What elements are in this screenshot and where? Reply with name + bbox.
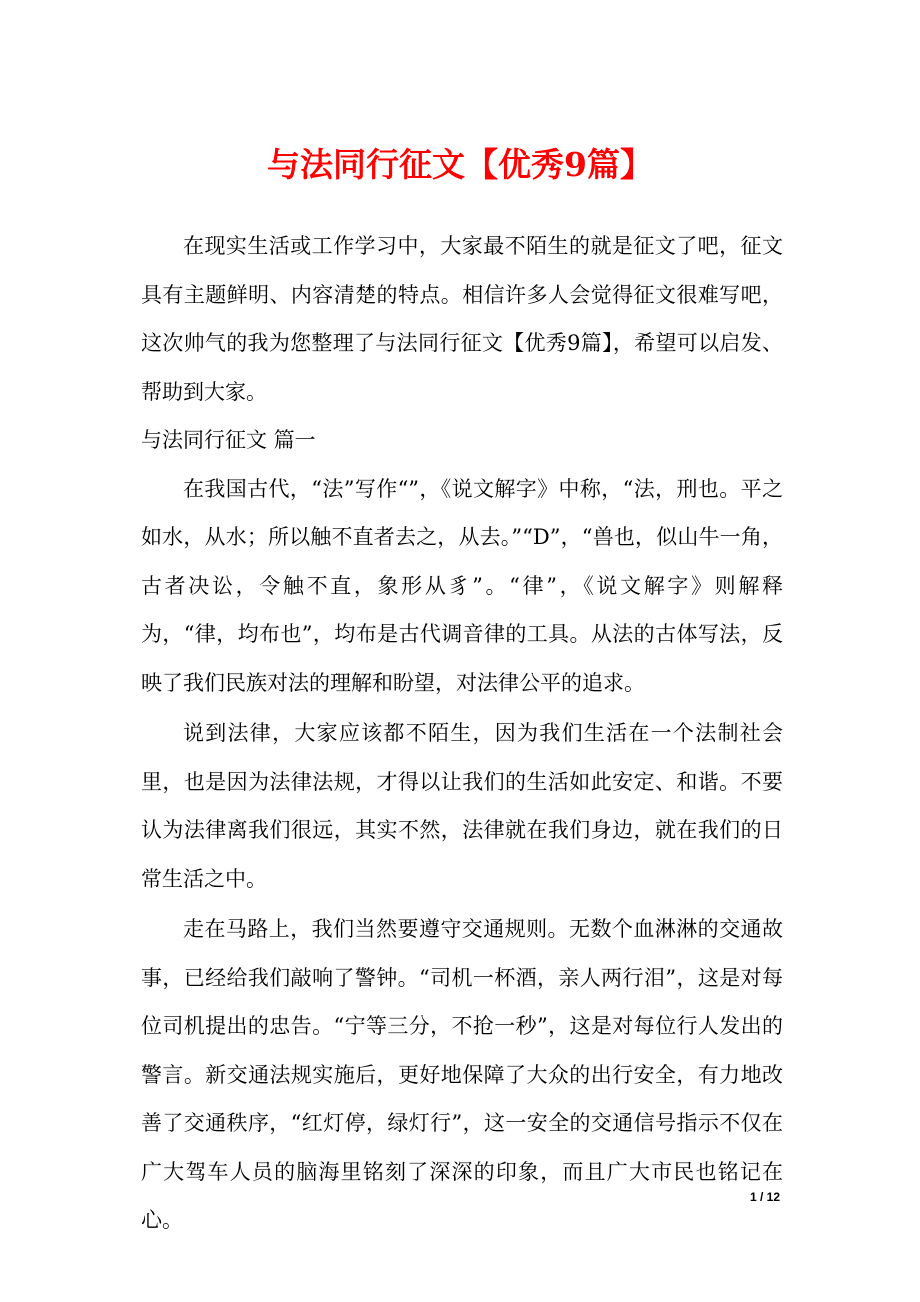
body-paragraph-2: 说到法律，大家应该都不陌生，因为我们生活在一个法制社会里，也是因为法律法规，才得以让我们的生活如此安定、和谐。不要认为法律离我们很远，其实不然，法律就在我们身边，就在我们的日常生活之中。	[141, 721, 783, 891]
body-paragraph-1: 在我国古代，“法”写作“”，《说文解字》中称，“法，刑也。平之如水，从水；所以触不直者去之，从去。”“D”，“兽也，似山牛一角，古者决讼，令触不直，象形从豸”。“律”，《说文解字》则解释为，“律，均布也”，均布是古代调音律的工具。从法的古体写法，反映了我们民族对法的理解和盼望，对法律公平的追求。	[141, 476, 783, 695]
body-paragraph-3: 走在马路上，我们当然要遵守交通规则。无数个血淋淋的交通故事，已经给我们敲响了警钟。“司机一杯酒，亲人两行泪”，这是对每位司机提出的忠告。“宁等三分，不抢一秒”，这是对每位行人发出的警言。新交通法规实施后，更好地保障了大众的出行安全，有力地改善了交通秩序，“红灯停，绿灯行”，这一安全的交通信号指示不仅在广大驾车人员的脑海里铭刻了深深的印象，而且广大市民也铭记在心。	[141, 917, 783, 1232]
intro-paragraph: 在现实生活或工作学习中，大家最不陌生的就是征文了吧，征文具有主题鲜明、内容清楚的特点。相信许多人会觉得征文很难写吧，这次帅气的我为您整理了与法同行征文【优秀9篇】，希望可以启发、帮助到大家。	[141, 234, 783, 404]
page-number: 1 / 12	[749, 1190, 780, 1204]
section-heading: 与法同行征文 篇一	[141, 428, 316, 452]
document-body	[141, 222, 783, 1245]
document-title: 与法同行征文【优秀9篇】	[267, 145, 653, 184]
